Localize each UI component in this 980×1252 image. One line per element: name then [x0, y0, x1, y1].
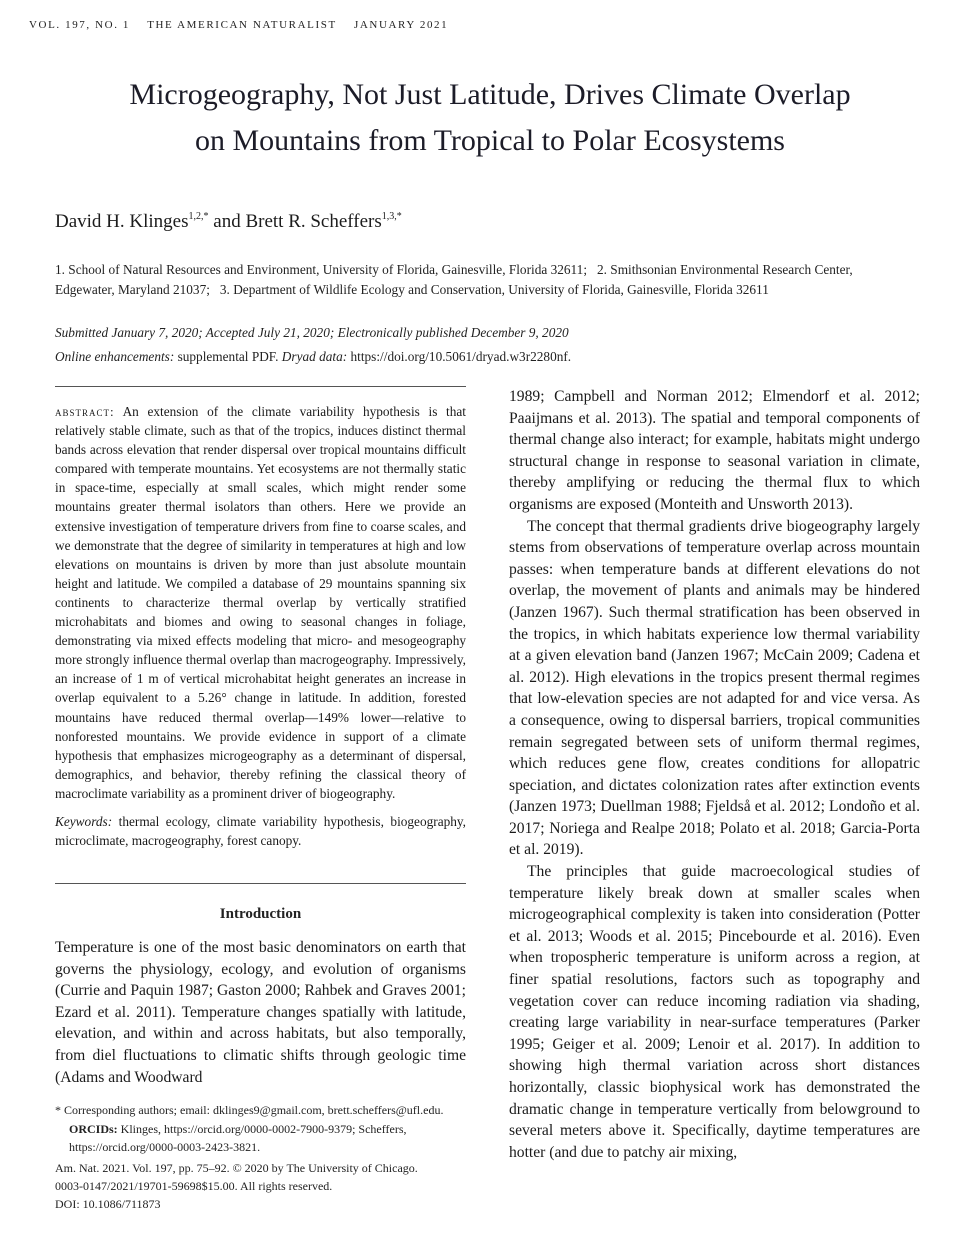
dryad-label: Dryad data: — [281, 349, 348, 364]
abstract-top-rule — [55, 386, 466, 387]
footnote-orcids — [55, 1120, 466, 1157]
intro-paragraph-3: The principles that guide macroecological studies of temperature likely break down at smaller scales when microgeographical complexity is taken into consideration (Potter et al. 2013; Woods et al. 2015; Pincebourde et al. 2016). Even when tropospheric temperature is uniform across a region, at finer spatial resolutions, factors such as topography and vegetation cover can reduce incoming radiation via shading, creating large variability in near-surface temperatures (Parker 1995; Geiger et al. 2009; Lenoir et al. 2017). In addition to showing high thermal variation across short distances horizontally, classic biophysical work has demonstrated the dramatic change in temperature vertically from belowground to several meters above it. Specifically, daytime temperatures are hotter (and due to patchy air mixing, — [509, 863, 920, 1161]
introduction-left — [55, 937, 466, 1088]
author-klinges-affil: 1,2,* — [188, 211, 209, 222]
keywords-text: thermal ecology, climate variability hypothesis, biogeography, microclimate, macrogeography, forest canopy. — [55, 813, 466, 849]
abstract-text: An extension of the climate variability hypothesis is that relatively stable climate, such as that of the tropics, induces distinct thermal bands across elevation that render dispersal over tropical mountains difficult compared with temperate mountains. Yet ecosystems are not thermally static in space-time, especially at small scales, which might render some mountains greater thermal isolators than others. Here we provide an extensive investigation of temperature drivers from fine to coarse scales, and we demonstrate that the degree of similarity in temperatures at high and low elevations on mountains is driven by more than just absolute mountain height and latitude. We compiled a database of 29 mountains spanning six continents to characterize thermal overlap by vertically stratified microhabitats and biomes and owing to seasonal changes in foliage, demonstrating via mixed effects modeling that micro- and mesogeography more strongly influence thermal overlap than macrogeography. Impressively, an increase of 1 m of vertical microhabitat height generates an increase in overlap equivalent to a 5.26° change in latitude. In addition, forested mountains have reduced thermal overlap—149% lower—relative to nonforested mountains. We provide evidence in support of a climate hypothesis that emphasizes microgeography as a determinant of dispersal, demographics, and behavior, thereby refining the classical theory of macroclimate variability as a prominent driver of biogeography. — [55, 404, 466, 801]
section-heading-introduction: Introduction — [219, 906, 302, 922]
author-scheffers-affil: 1,3,* — [381, 211, 402, 222]
citation-line: Am. Nat. 2021. Vol. 197, pp. 75–92. © 2020 by The University of Chicago. — [55, 1161, 418, 1175]
online-enhancements — [55, 349, 571, 365]
issn-line: 0003-0147/2021/19701-59698$15.00. All rights reserved. — [55, 1179, 333, 1193]
abstract — [55, 402, 466, 803]
footnote-email: * Corresponding authors; email: dklinges9@gmail.com, brett.scheffers@ufl.edu. — [55, 1103, 444, 1117]
author-klinges: David H. Klinges — [55, 211, 189, 232]
author-scheffers: Brett R. Scheffers — [245, 211, 382, 232]
title-line-2: on Mountains from Tropical to Polar Ecosystems — [195, 124, 785, 157]
doi-line: DOI: 10.1086/711873 — [55, 1197, 161, 1211]
article-title — [40, 72, 940, 164]
online-enhancements-text: supplemental PDF. — [174, 349, 282, 364]
intro-paragraph-1-cont: 1989; Campbell and Norman 2012; Elmendorf et al. 2012; Paaijmans et al. 2013). The spatial and temporal components of thermal change also interact; for example, habitats might undergo structural change in response to seasonal variation in climate, thereby amplifying or reducing the thermal flux to which organisms are exposed (Monteith and Unsworth 2013). — [509, 388, 920, 513]
submission-dates: Submitted January 7, 2020; Accepted July 21, 2020; Electronically published December 9, 2020 — [55, 325, 569, 340]
author-conjunction: and — [208, 211, 246, 232]
dryad-link[interactable]: https://doi.org/10.5061/dryad.w3r2280nf. — [347, 349, 572, 364]
title-line-1: Microgeography, Not Just Latitude, Drives Climate Overlap — [129, 78, 851, 111]
online-enhancements-label: Online enhancements: — [55, 349, 175, 364]
orcid-label: ORCIDs: — [69, 1121, 118, 1136]
publication-info — [55, 1159, 466, 1213]
corresponding-author-footnote — [55, 1101, 466, 1157]
intro-paragraph-2: The concept that thermal gradients drive biogeography largely stems from observations of temperature overlap across mountain passes: when temperature bands at different elevations do not overlap, the movement of plants and animals may be hindered (Janzen 1967). Such thermal stratification has been observed in the tropics, in which habitats experience low thermal variability at a given elevation band (Janzen 1967; McCain 2009; Cadena et al. 2012). High elevations in the tropics present thermal regimes that low-elevation species are not adapted for and vice versa. As a consequence, owing to dispersal barriers, tropical communities remain segregated between sets of uniform thermal regimes, which reduces gene flow, creates conditions for allopatric speciation, and dictates colonization rates after extinction events (Janzen 1973; Duellman 1988; Fjeldså et al. 2012; Londoño et al. 2017; Noriega and Realpe 2018; Polato et al. 2018; Garcia-Porta et al. 2019). — [509, 517, 920, 859]
abstract-label: abstract: — [55, 404, 115, 419]
right-column — [509, 386, 920, 1163]
abstract-bottom-rule — [55, 883, 466, 884]
keywords-label: Keywords: — [55, 813, 113, 829]
affiliations: 1. School of Natural Resources and Environment, University of Florida, Gainesville, Florida 32611; 2. Smithsonian Environmental Research Center, Edgewater, Maryland 21037; 3. Department of Wildlife Ecology and Conservation, University of Florida, Gainesville, Florida 32611 — [55, 262, 857, 297]
running-head: VOL. 197, NO. 1 THE AMERICAN NATURALIST JANUARY 2021 — [29, 19, 449, 31]
author-list — [55, 211, 402, 233]
intro-paragraph-1: Temperature is one of the most basic denominators on earth that governs the physiology, ecology, and evolution of organisms (Currie and Paquin 1987; Gaston 2000; Rahbek and Graves 2001; Ezard et al. 2011). Temperature changes spatially with latitude, elevation, and within and across habitats, but also temporally, from diel fluctuations to climatic shifts through geologic time (Adams and Woodward — [55, 939, 466, 1086]
keywords — [55, 812, 466, 850]
orcid-text: Klinges, https://orcid.org/0000-0002-7900-9379; Scheffers, https://orcid.org/0000-0003-2423-3821. — [69, 1121, 407, 1154]
left-column — [55, 402, 466, 863]
